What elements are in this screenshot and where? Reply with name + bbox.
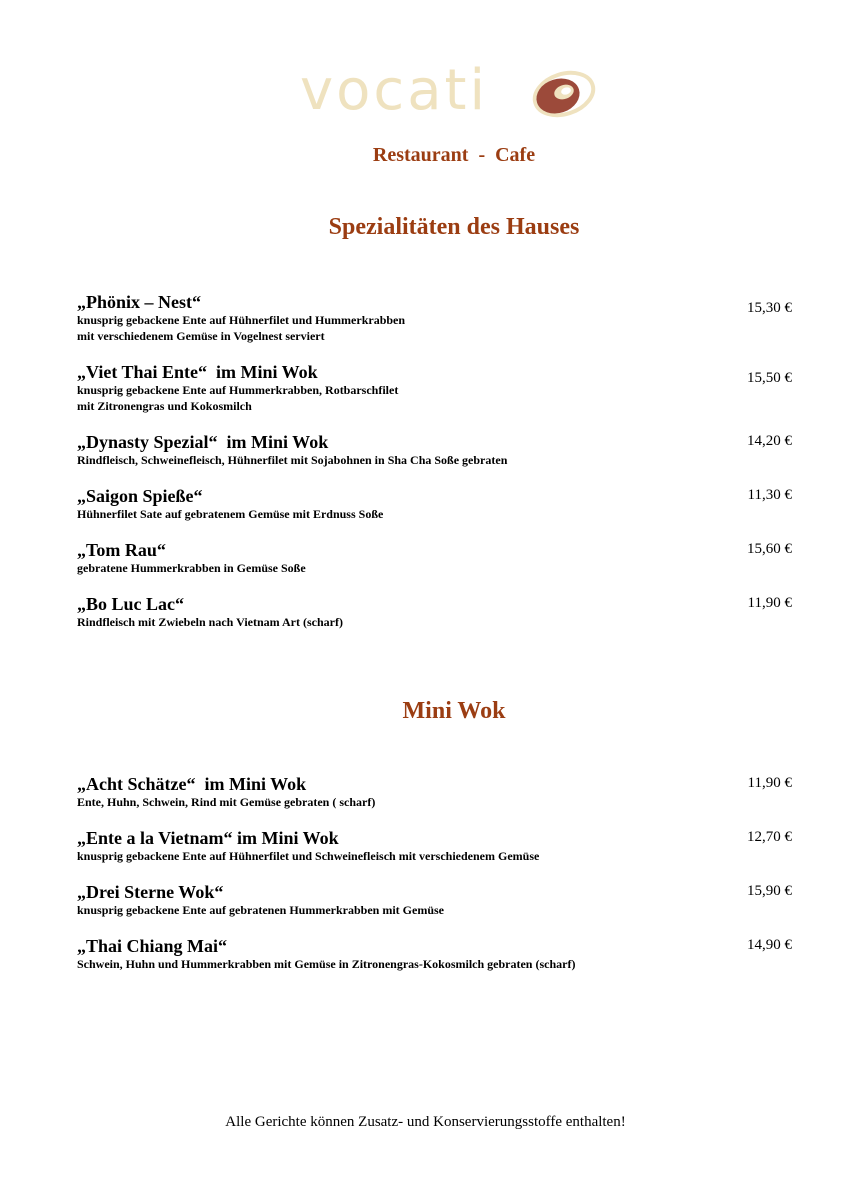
- menu-item-price: 15,50 €: [747, 370, 792, 386]
- menu-item: [77, 292, 792, 344]
- menu-item-description: [77, 956, 792, 972]
- section-title-mini-wok: Mini Wok: [402, 698, 506, 724]
- description-line: knusprig gebackene Ente auf Hummerkrabben, Rotbarschfilet: [77, 383, 399, 397]
- menu-item: [77, 594, 792, 630]
- menu-item-price: 15,60 €: [747, 541, 792, 557]
- menu-item-name: „Viet Thai Ente“ im Mini Wok: [77, 362, 318, 382]
- menu-item-price: 11,30 €: [747, 487, 792, 503]
- description-line: gebratene Hummerkrabben in Gemüse Soße: [77, 561, 306, 575]
- menu-item-description: [77, 312, 792, 344]
- menu-item-description: [77, 614, 792, 630]
- restaurant-subtitle: Restaurant - Cafe: [372, 144, 536, 166]
- menu-item: [77, 882, 792, 918]
- menu-item-description: [77, 506, 792, 522]
- menu-item-price: 12,70 €: [747, 829, 792, 845]
- allergen-footer-note: Alle Gerichte können Zusatz- und Konservierungsstoffe enthalten!: [225, 1114, 626, 1130]
- menu-item-name: „Dynasty Spezial“ im Mini Wok: [77, 432, 329, 452]
- menu-item: [77, 774, 792, 810]
- menu-item-description: [77, 794, 792, 810]
- menu-item-description: [77, 382, 792, 414]
- description-line: knusprig gebackene Ente auf gebratenen Hummerkrabben mit Gemüse: [77, 903, 444, 917]
- description-line: Schwein, Huhn und Hummerkrabben mit Gemüse in Zitronengras-Kokosmilch gebraten (scharf): [77, 957, 576, 971]
- menu-item-price: 11,90 €: [747, 775, 792, 791]
- description-line: mit Zitronengras und Kokosmilch: [77, 399, 252, 413]
- menu-item-name: „Drei Sterne Wok“: [77, 882, 224, 902]
- menu-item: [77, 486, 792, 522]
- menu-item-name: „Bo Luc Lac“: [77, 594, 185, 614]
- menu-item: [77, 828, 792, 864]
- description-line: knusprig gebackene Ente auf Hühnerfilet und Hummerkrabben: [77, 313, 406, 327]
- menu-item: [77, 936, 792, 972]
- menu-item-name: „Tom Rau“: [77, 540, 166, 560]
- description-line: Hühnerfilet Sate auf gebratenem Gemüse mit Erdnuss Soße: [77, 507, 384, 521]
- menu-item-description: [77, 560, 792, 576]
- logo-o-mark-icon: [528, 64, 604, 124]
- menu-item-price: 15,90 €: [747, 883, 792, 899]
- menu-item-price: 11,90 €: [747, 595, 792, 611]
- menu-item-name: „Saigon Spieße“: [77, 486, 203, 506]
- description-line: Ente, Huhn, Schwein, Rind mit Gemüse gebraten ( scharf): [77, 795, 376, 809]
- menu-item-name: „Phönix – Nest“: [77, 292, 202, 312]
- logo-wordmark: vocati: [300, 58, 489, 123]
- menu-item-description: [77, 452, 792, 468]
- restaurant-logo: [300, 58, 610, 124]
- description-line: knusprig gebackene Ente auf Hühnerfilet und Schweinefleisch mit verschiedenem Gemüse: [77, 849, 540, 863]
- description-line: Rindfleisch, Schweinefleisch, Hühnerfilet mit Sojabohnen in Sha Cha Soße gebraten: [77, 453, 508, 467]
- menu-item-price: 14,20 €: [747, 433, 792, 449]
- menu-item-name: „Ente a la Vietnam“ im Mini Wok: [77, 828, 339, 848]
- menu-item-description: [77, 902, 792, 918]
- description-line: Rindfleisch mit Zwiebeln nach Vietnam Art (scharf): [77, 615, 343, 629]
- section-title-specialties: Spezialitäten des Hauses: [328, 214, 580, 240]
- menu-item-name: „Acht Schätze“ im Mini Wok: [77, 774, 307, 794]
- description-line: mit verschiedenem Gemüse in Vogelnest serviert: [77, 329, 325, 343]
- menu-item-price: 14,90 €: [747, 937, 792, 953]
- menu-item: [77, 540, 792, 576]
- menu-item-price: 15,30 €: [747, 300, 792, 316]
- menu-item-name: „Thai Chiang Mai“: [77, 936, 228, 956]
- menu-item: [77, 432, 792, 468]
- menu-item-description: [77, 848, 792, 864]
- menu-item: [77, 362, 792, 414]
